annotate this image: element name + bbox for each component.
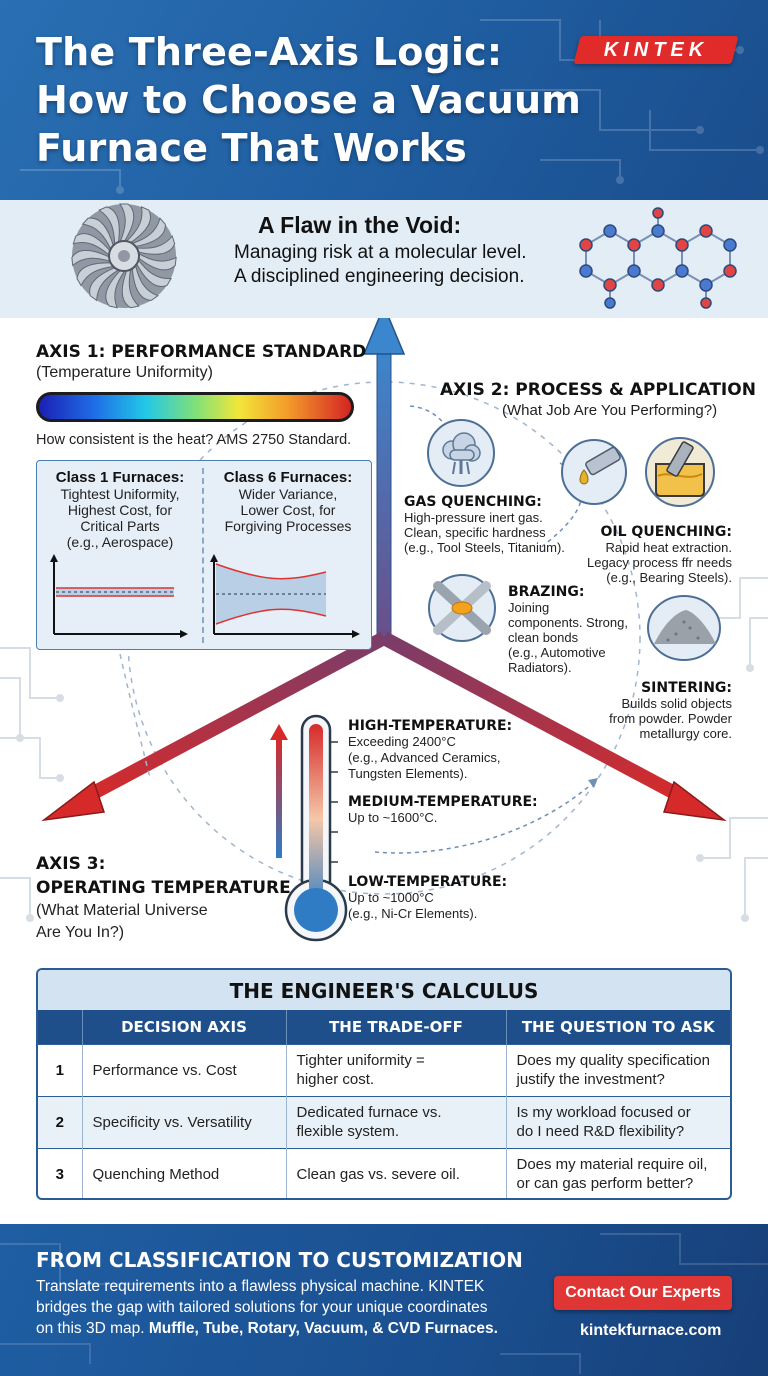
axis2-title: AXIS 2: PROCESS & APPLICATION <box>440 380 756 400</box>
calculus-grid <box>38 1010 730 1200</box>
class1-text <box>44 470 196 550</box>
footer-line2: bridges the gap with tailored solutions for your unique coordinates <box>36 1299 488 1316</box>
footer-line3: on this 3D map. <box>36 1320 149 1337</box>
axis3-title-line2: OPERATING TEMPERATURE <box>36 878 291 898</box>
title-line-3: Furnace That Works <box>36 126 467 170</box>
header-trade-off: THE TRADE-OFF <box>286 1010 506 1044</box>
question-line1: Does my quality specification <box>516 1052 710 1069</box>
oil-quench-icon <box>558 432 728 512</box>
sintering-line3: metallurgy core. <box>639 726 732 741</box>
header-num <box>38 1010 82 1044</box>
class1-line4: (e.g., Aerospace) <box>66 534 174 550</box>
thermometer-icon <box>282 712 350 948</box>
contact-experts-button[interactable]: Contact Our Experts <box>554 1276 732 1310</box>
row-number: 3 <box>38 1148 82 1200</box>
footer-text <box>36 1276 536 1339</box>
oil-line3: (e.g., Bearing Steels). <box>606 570 732 585</box>
brazing-block <box>508 584 628 675</box>
sintering-title: SINTERING: <box>641 680 732 696</box>
gas-quenching-title: GAS QUENCHING: <box>404 494 542 510</box>
question-line1: Does my material require oil, <box>516 1156 708 1174</box>
low-temp-line1: Up to ~1000°C <box>348 890 434 905</box>
gas-line2: Clean, specific hardness <box>404 525 546 540</box>
class6-line2: Lower Cost, for <box>240 502 336 518</box>
sintering-line1: Builds solid objects <box>621 696 732 711</box>
brazing-line5: Radiators). <box>508 660 572 675</box>
row-tradeoff: Clean gas vs. severe oil. <box>286 1148 506 1200</box>
calculus-title: THE ENGINEER'S CALCULUS <box>38 970 730 1010</box>
class6-line3: Forgiving Processes <box>224 518 352 534</box>
axis3-subtitle-line1: (What Material Universe <box>36 902 208 919</box>
row-tradeoff <box>286 1096 506 1148</box>
table-row <box>38 1148 730 1200</box>
oil-line2: Legacy process ffr needs <box>586 555 732 570</box>
furnace-types: Muffle, Tube, Rotary, Vacuum, & CVD Furnaces. <box>148 1320 498 1337</box>
class6-title: Class 6 Furnaces: <box>223 469 353 486</box>
class1-line3: Critical Parts <box>80 518 160 534</box>
gas-quenching-block <box>404 494 565 555</box>
gas-cloud-icon <box>426 418 496 488</box>
turbine-icon <box>60 200 188 312</box>
medium-temp-title: MEDIUM-TEMPERATURE: <box>348 794 538 810</box>
brazing-line3: clean bonds <box>508 630 579 645</box>
axis1-caption: How consistent is the heat? AMS 2750 Standard. <box>36 432 352 448</box>
class6-line1: Wider Variance, <box>238 486 338 502</box>
row-question <box>506 1148 730 1200</box>
kintek-logo <box>574 36 739 64</box>
table-row <box>38 1044 730 1096</box>
molecule-icon <box>572 205 740 310</box>
medium-temp-block <box>348 794 538 826</box>
oil-quenching-title: OIL QUENCHING: <box>600 524 732 540</box>
axis3-heading <box>36 852 291 944</box>
question-line2: or can gas perform better? <box>516 1175 694 1193</box>
high-temp-block <box>348 718 512 782</box>
row-number: 1 <box>38 1044 82 1096</box>
high-temp-line1: Exceeding 2400°C <box>348 734 456 749</box>
row-tradeoff <box>286 1044 506 1096</box>
engineers-calculus-table <box>36 968 732 1200</box>
class6-text <box>206 470 370 534</box>
low-temp-block <box>348 874 507 922</box>
title-line-1: The Three-Axis Logic: <box>36 30 503 74</box>
title-line-2: How to Choose a Vacuum <box>36 78 581 122</box>
question-line2: do I need R&D flexibility? <box>516 1123 685 1140</box>
gas-line1: High-pressure inert gas. <box>404 510 543 525</box>
header-question: THE QUESTION TO ASK <box>506 1010 730 1044</box>
row-axis: Performance vs. Cost <box>82 1044 286 1096</box>
high-temp-title: HIGH-TEMPERATURE: <box>348 718 513 734</box>
tradeoff-line1: Tighter uniformity = <box>296 1052 425 1069</box>
axis3-title-line1: AXIS 3: <box>36 854 106 874</box>
row-number: 2 <box>38 1096 82 1148</box>
row-axis: Quenching Method <box>82 1148 286 1200</box>
row-question <box>506 1044 730 1096</box>
website-link[interactable]: kintekfurnace.com <box>580 1322 722 1339</box>
high-temp-line2: (e.g., Advanced Ceramics, <box>348 750 501 765</box>
class1-title: Class 1 Furnaces: <box>55 469 185 486</box>
header-banner <box>0 0 768 200</box>
flaw-line-1: Managing risk at a molecular level. <box>234 242 527 263</box>
footer-line1: Translate requirements into a flawless physical machine. KINTEK <box>36 1278 485 1295</box>
footer-title: FROM CLASSIFICATION TO CUSTOMIZATION <box>36 1248 523 1272</box>
brazing-line1: Joining <box>508 600 550 615</box>
low-temp-line2: (e.g., Ni-Cr Elements). <box>348 906 478 921</box>
axis3-subtitle-line2: Are You In?) <box>36 924 125 941</box>
tradeoff-line2: flexible system. <box>296 1123 400 1140</box>
high-temp-line3: Tungsten Elements). <box>348 766 468 781</box>
medium-temp-line1: Up to ~1600°C. <box>348 810 438 825</box>
sintering-block <box>580 680 732 741</box>
class1-line1: Tightest Uniformity, <box>60 486 180 502</box>
uniformity-gradient-bar <box>36 392 354 422</box>
class1-uniformity-graph-icon <box>44 552 194 642</box>
brazing-line2: components. Strong, <box>508 615 628 630</box>
oil-line1: Rapid heat extraction. <box>605 540 732 555</box>
row-question <box>506 1096 730 1148</box>
low-temp-title: LOW-TEMPERATURE: <box>348 874 508 890</box>
class6-uniformity-graph-icon <box>206 552 366 642</box>
oil-quenching-block <box>580 524 732 585</box>
flaw-line-2: A disciplined engineering decision. <box>234 266 525 287</box>
brazing-joint-icon <box>426 572 498 644</box>
flaw-title: A Flaw in the Void: <box>258 212 462 238</box>
brazing-line4: (e.g., Automotive <box>508 645 606 660</box>
class-divider <box>202 468 204 643</box>
brazing-title: BRAZING: <box>508 584 585 600</box>
class1-line2: Highest Cost, for <box>67 502 173 518</box>
tradeoff-line1: Dedicated furnace vs. <box>296 1104 442 1121</box>
gas-line3: (e.g., Tool Steels, Titanium). <box>404 540 565 555</box>
question-line1: Is my workload focused or <box>516 1104 691 1121</box>
sintering-line2: from powder. Powder <box>609 711 732 726</box>
logo-text: KINTEK <box>603 39 709 61</box>
page-title <box>36 28 636 172</box>
tradeoff-line2: higher cost. <box>296 1071 375 1088</box>
question-line2: justify the investment? <box>516 1071 665 1088</box>
axis2-subtitle: (What Job Are You Performing?) <box>502 402 718 419</box>
table-row <box>38 1096 730 1148</box>
row-axis: Specificity vs. Versatility <box>82 1096 286 1148</box>
powder-pile-icon <box>646 594 722 662</box>
header-decision-axis: DECISION AXIS <box>82 1010 286 1044</box>
axis1-title: AXIS 1: PERFORMANCE STANDARD <box>36 342 367 362</box>
axis1-subtitle: (Temperature Uniformity) <box>36 364 213 381</box>
